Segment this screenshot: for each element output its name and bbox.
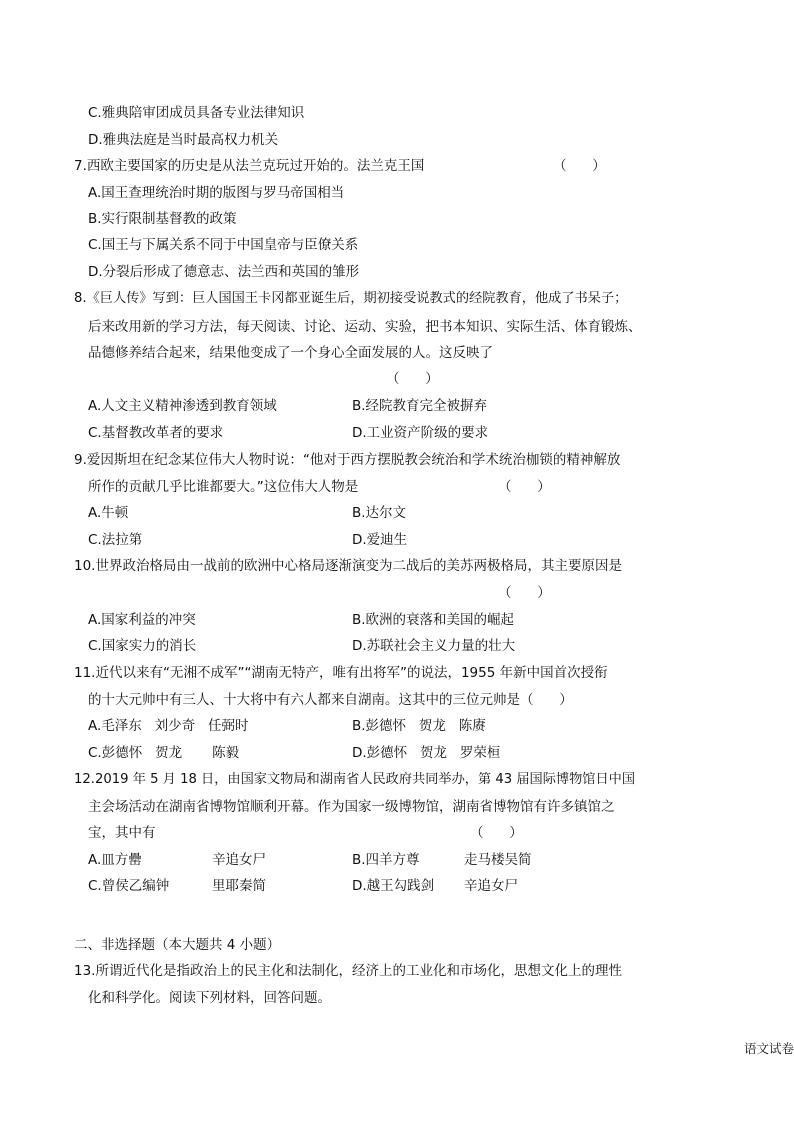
q8-stem-line-1: 8.《巨人传》写到：巨人国国王卡冈都亚诞生后，期初接受说教式的经院教育，他成了书呆子； [74, 291, 628, 306]
q7-option-b: B.实行限制基督教的政策 [88, 211, 237, 227]
q9-option-d: D.爱迪生 [352, 532, 408, 548]
q7-stem: 7.西欧主要国家的历史是从法兰克玩过开始的。法兰克王国 [74, 158, 425, 174]
q10-option-d: D.苏联社会主义力量的壮大 [352, 638, 516, 654]
q6-option-d: D.雅典法庭是当时最高权力机关 [88, 132, 279, 148]
q7-option-d: D.分裂后形成了德意志、法兰西和英国的雏形 [88, 264, 360, 280]
q8-option-c: C.基督教改革者的要求 [88, 425, 224, 441]
q13-stem-line-2: 化和科学化。阅读下列材料，回答问题。 [88, 990, 331, 1006]
q9-stem-line-2: 所作的贡献几乎比谁都要大。”这位伟大人物是 [88, 479, 359, 495]
q8-option-b: B.经院教育完全被摒弃 [352, 398, 488, 414]
q8-option-a: A.人文主义精神渗透到教育领域 [88, 398, 277, 414]
q12-option-c-item-1: C.曾侯乙编钟 [88, 878, 170, 894]
q11-option-c: C.彭德怀 贺龙 陈毅 [88, 745, 240, 761]
q8-answer-paren: （ ） [386, 371, 439, 387]
q9-option-c: C.法拉第 [88, 532, 143, 548]
q8-stem-line-3: 品德修养结合起来，结果他变成了一个身心全面发展的人。这反映了 [88, 345, 493, 361]
q10-option-a: A.国家利益的冲突 [88, 612, 196, 628]
q8-stem-line-2: 后来改用新的学习方法，每天阅读、讨论、运动、实验，把书本知识、实际生活、体育锻炼、 [88, 319, 642, 335]
q12-option-a-item-1: A.皿方罍 [88, 852, 142, 868]
section-2-heading: 二、非选择题（本大题共 4 小题） [74, 937, 281, 953]
q10-answer-paren: （ ） [498, 585, 551, 601]
q12-stem-line-2: 主会场活动在湖南省博物馆顺利开幕。作为国家一级博物馆，湖南省博物馆有许多镇馆之 [88, 799, 615, 815]
q12-option-b-item-2: 走马楼吴简 [464, 852, 532, 868]
q8-option-d: D.工业资产阶级的要求 [352, 425, 489, 441]
q13-stem-line-1: 13.所谓近代化是指政治上的民主化和法制化，经济上的工业化和市场化，思想文化上的理性 [74, 963, 622, 979]
q9-stem-line-1: 9.爱因斯坦在纪念某位伟大人物时说：“他对于西方摆脱教会统治和学术统治枷锁的精神解放 [74, 452, 621, 468]
q12-option-b-item-1: B.四羊方尊 [352, 852, 420, 868]
q12-option-d-item-2: 辛追女尸 [464, 878, 518, 894]
q11-stem-line-2: 的十大元帅中有三人、十大将中有六人都来自湖南。这其中的三位元帅是（ ） [88, 692, 573, 708]
q6-option-c: C.雅典陪审团成员具备专业法律知识 [88, 105, 305, 121]
page-footer: 语文试卷 [743, 1041, 794, 1056]
q12-answer-paren: （ ） [470, 825, 523, 841]
q11-stem-line-1: 11.近代以来有“无湘不成军”“湖南无特产，唯有出将军”的说法，1955 年新中国首次授衔 [74, 665, 608, 681]
q7-option-a: A.国王查理统治时期的版图与罗马帝国相当 [88, 185, 345, 201]
q10-stem: 10.世界政治格局由一战前的欧洲中心格局逐渐演变为二战后的美苏两极格局，其主要原因是 [74, 558, 622, 574]
q9-option-b: B.达尔文 [352, 505, 407, 521]
q7-answer-paren: （ ） [553, 158, 606, 174]
q12-stem-line-1: 12.2019 年 5 月 18 日，由国家文物局和湖南省人民政府共同举办，第 43 届国际博物馆日中国 [74, 772, 636, 787]
q11-option-b: B.彭德怀 贺龙 陈赓 [352, 718, 486, 734]
q11-option-d: D.彭德怀 贺龙 罗荣桓 [352, 745, 501, 761]
q12-option-c-item-2: 里耶秦简 [212, 878, 266, 894]
q12-option-d-item-1: D.越王勾践剑 [352, 878, 435, 894]
q7-option-c: C.国王与下属关系不同于中国皇帝与臣僚关系 [88, 237, 359, 253]
q12-stem-line-3: 宝，其中有 [88, 825, 156, 841]
q9-answer-paren: （ ） [498, 479, 551, 495]
q9-option-a: A.牛顿 [88, 505, 129, 521]
q11-option-a: A.毛泽东 刘少奇 任弼时 [88, 718, 249, 734]
q10-option-c: C.国家实力的消长 [88, 638, 197, 654]
q12-option-a-item-2: 辛追女尸 [212, 852, 266, 868]
q10-option-b: B.欧洲的衰落和美国的崛起 [352, 612, 515, 628]
